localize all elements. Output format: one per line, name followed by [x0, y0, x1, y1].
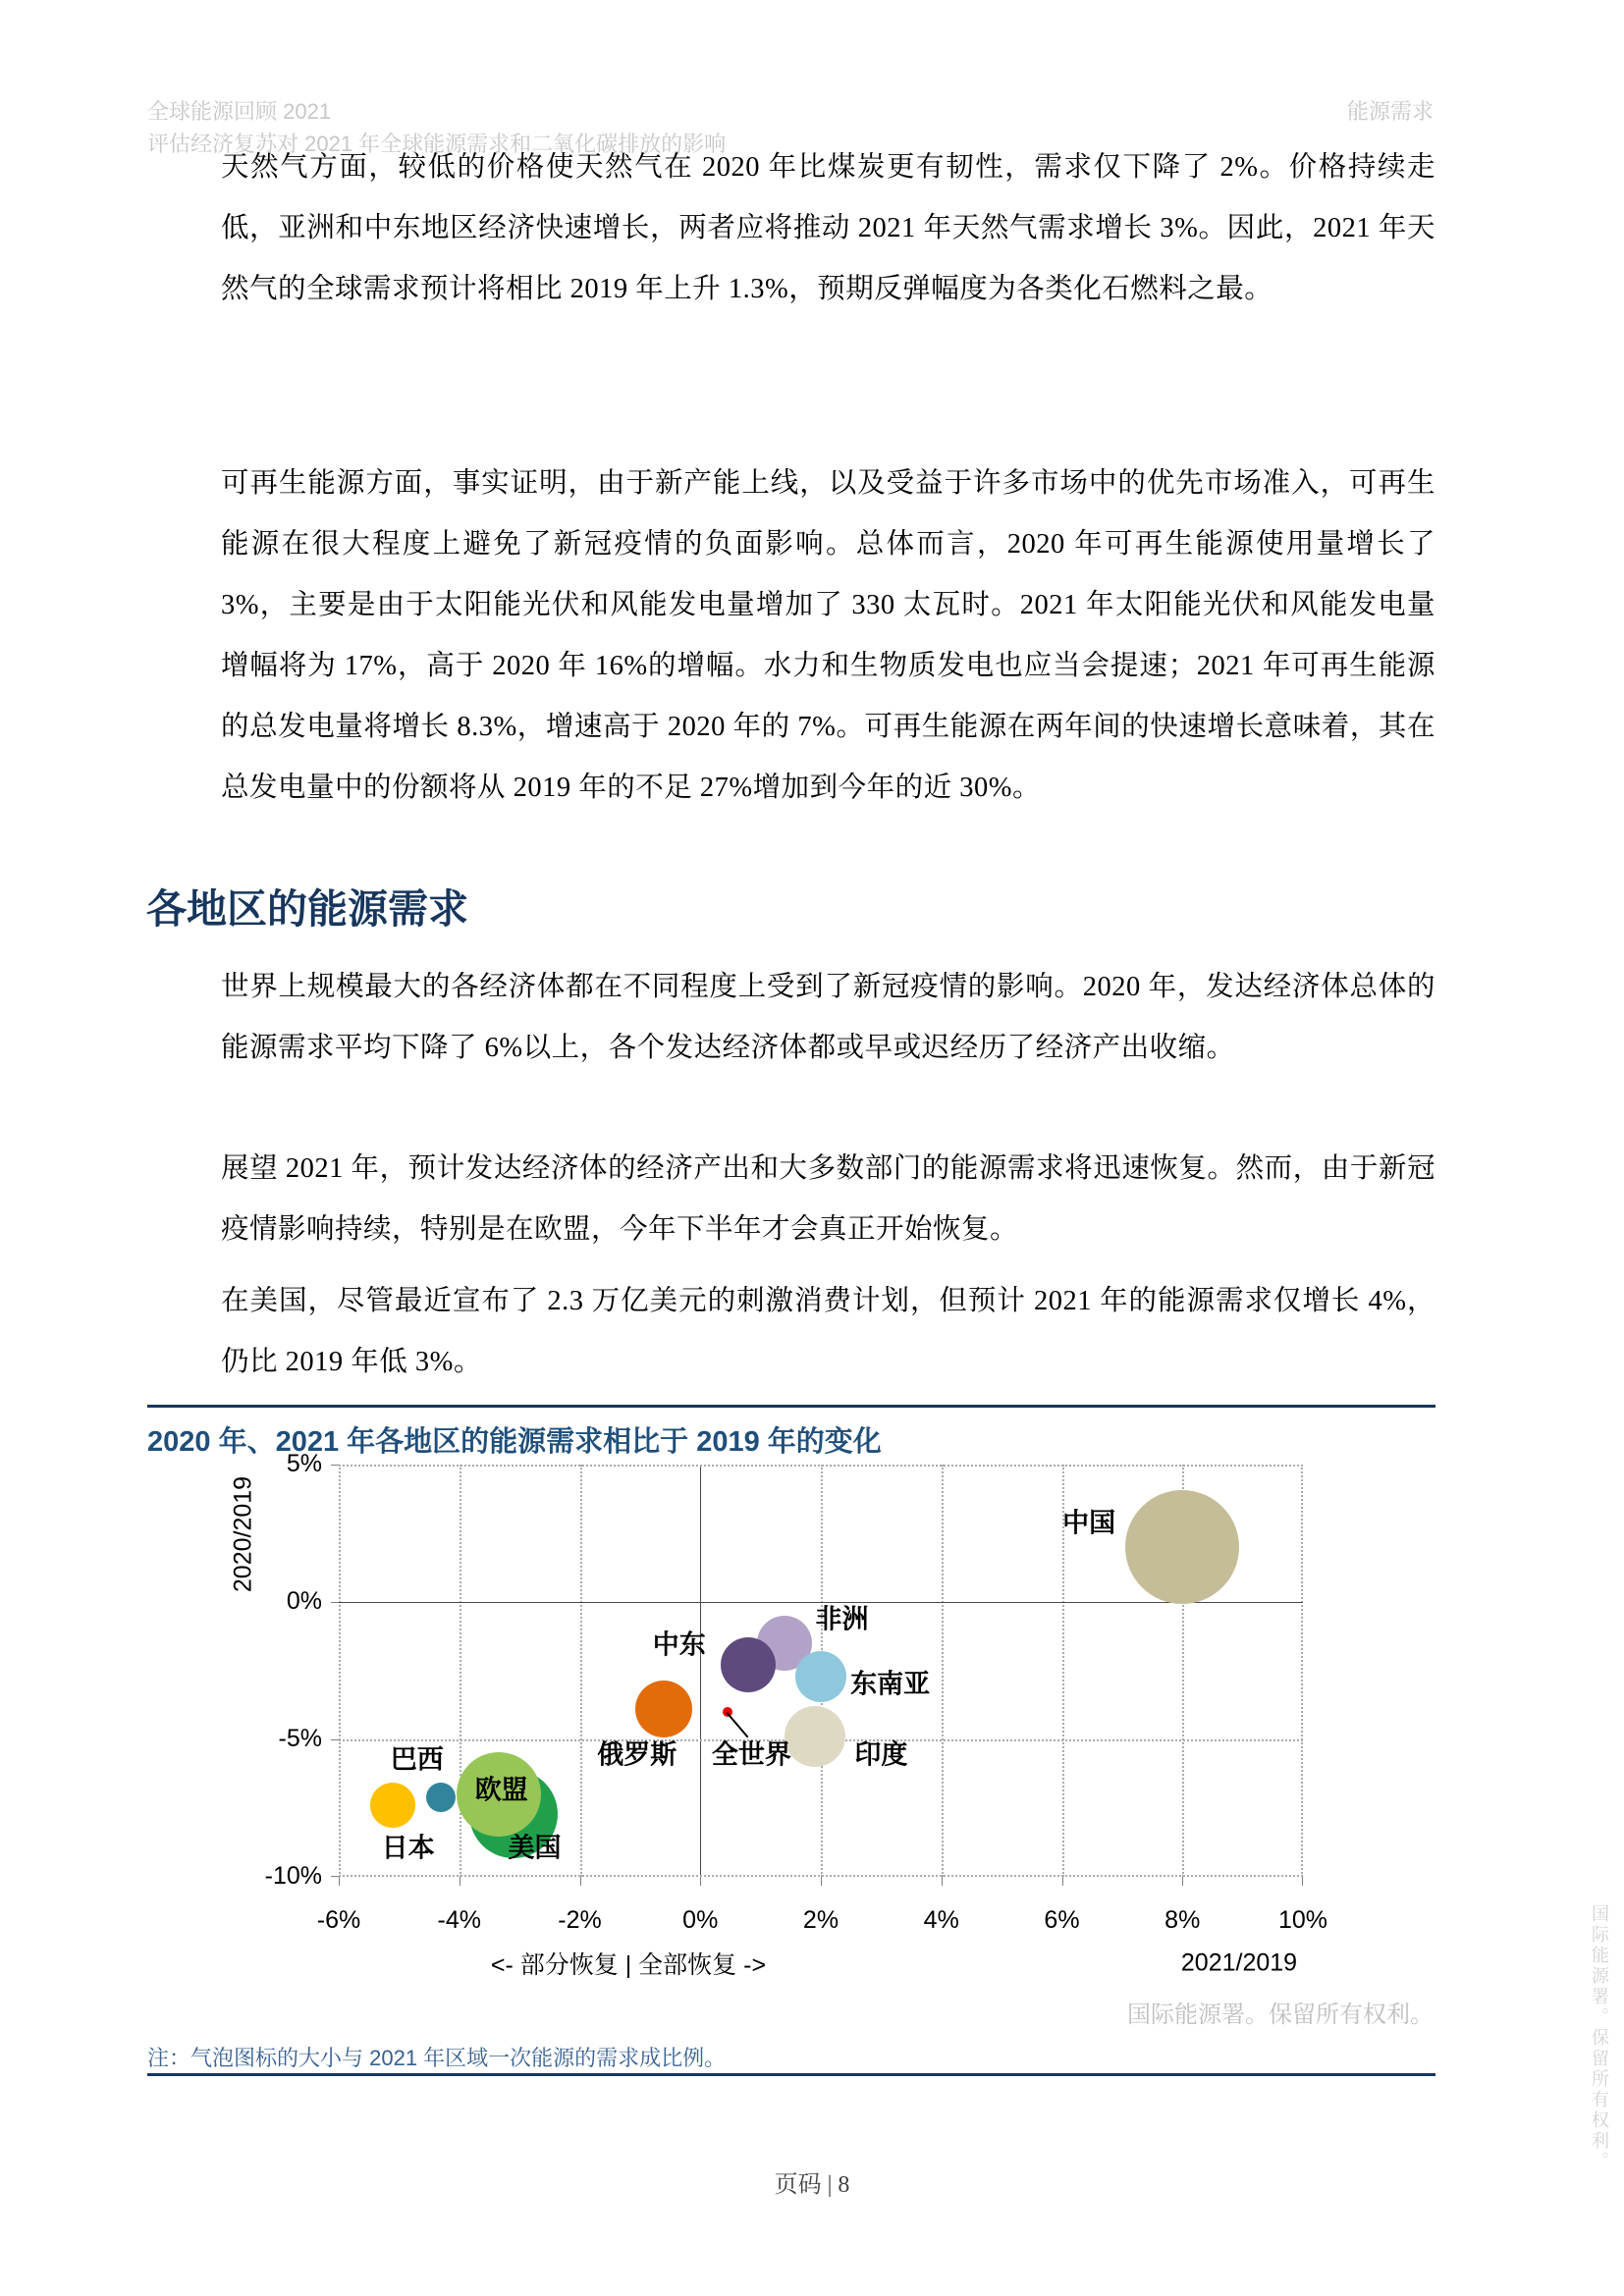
- x-tick-label: -4%: [437, 1906, 481, 1934]
- footer-page-number: 页码 | 8: [774, 2172, 850, 2198]
- paragraph-gas: 天然气方面，较低的价格使天然气在 2020 年比煤炭更有韧性，需求仅下降了 2%。价格持续走低，亚洲和中东地区经济快速增长，两者应将推动 2021 年天然气需求增长 3%。因此，2021 年天然气的全球需求预计将相比 2019 年上升 1.3%，预期反弹幅度为各类化石燃料之最。: [221, 152, 1435, 304]
- bubble-brazil: [426, 1783, 456, 1812]
- y-tick-mark: [331, 1602, 339, 1603]
- source-attribution: 国际能源署。保留所有权利。: [1127, 2002, 1434, 2028]
- header-right: 能源需求: [1346, 99, 1434, 124]
- chart-title: 2020 年、2021 年各地区的能源需求相比于 2019 年的变化: [147, 1426, 882, 1458]
- y-tick-mark: [331, 1876, 339, 1877]
- x-tick-mark: [580, 1877, 581, 1886]
- bubble-label-eu: 欧盟: [474, 1775, 528, 1805]
- x-axis-title: 2021/2019: [1180, 1949, 1298, 1977]
- x-tick-label: 0%: [682, 1906, 719, 1934]
- horizontal-gridline: [339, 1465, 1303, 1467]
- y-tick-label: 5%: [286, 1450, 322, 1477]
- x-tick-label: -6%: [316, 1906, 361, 1934]
- paragraph-usa: 在美国，尽管最近宣布了 2.3 万亿美元的刺激消费计划，但预计 2021 年的能源需求仅增长 4%，仍比 2019 年低 3%。: [221, 1286, 1435, 1377]
- vertical-gridline: [580, 1465, 582, 1877]
- bubble-russia: [635, 1681, 692, 1737]
- bubble-india: [785, 1706, 845, 1767]
- bubble-label-brazil: 巴西: [390, 1744, 444, 1775]
- x-tick-label: 6%: [1044, 1906, 1080, 1934]
- bubble-southeast-asia: [795, 1651, 846, 1702]
- vertical-gridline: [339, 1465, 341, 1877]
- x-axis-note: <- 部分恢复 | 全部恢复 ->: [490, 1951, 767, 1979]
- x-tick-label: 2%: [802, 1906, 839, 1934]
- bubble-china: [1125, 1490, 1239, 1604]
- section-heading: 各地区的能源需求: [146, 886, 468, 932]
- bubble-label-us: 美国: [508, 1833, 562, 1863]
- vertical-gridline: [460, 1465, 461, 1877]
- bubble-label-japan: 日本: [381, 1833, 435, 1863]
- paragraph-outlook: 展望 2021 年，预计发达经济体的经济产出和大多数部门的能源需求将迅速恢复。然而，由于新冠疫情影响持续，特别是在欧盟，今年下半年才会真正开始恢复。: [221, 1153, 1435, 1245]
- x-tick-label: 8%: [1164, 1906, 1201, 1934]
- bubble-label-world: 全世界: [711, 1739, 791, 1770]
- x-tick-mark: [821, 1877, 822, 1886]
- x-tick-label: 4%: [923, 1906, 959, 1934]
- bubble-label-southeast-asia: 东南亚: [850, 1669, 931, 1699]
- x-tick-mark: [1062, 1877, 1063, 1886]
- x-tick-mark: [700, 1877, 701, 1886]
- paragraph-economies: 世界上规模最大的各经济体都在不同程度上受到了新冠疫情的影响。2020 年，发达经济体总体的能源需求平均下降了 6%以上，各个发达经济体都或早或迟经历了经济产出收缩。: [221, 972, 1435, 1063]
- side-watermark: 国际能源署。保留所有权利。: [1590, 1904, 1609, 2172]
- y-tick-mark: [331, 1465, 339, 1466]
- vertical-gridline: [1301, 1465, 1303, 1877]
- header-left: 全球能源回顾 2021: [147, 99, 332, 124]
- bubble-label-africa: 非洲: [815, 1604, 869, 1634]
- x-zero-axis-line: [700, 1465, 701, 1877]
- y-tick-label: -10%: [264, 1862, 322, 1890]
- y-tick-mark: [331, 1739, 339, 1740]
- x-tick-label: -2%: [558, 1906, 602, 1934]
- chart-top-rule: [147, 1405, 1435, 1408]
- bubble-label-india: 印度: [854, 1739, 908, 1770]
- chart-note: 注：气泡图标的大小与 2021 年区域一次能源的需求成比例。: [147, 2046, 727, 2070]
- x-tick-mark: [942, 1877, 943, 1886]
- y-tick-label: 0%: [286, 1587, 322, 1615]
- bubble-japan: [370, 1783, 415, 1828]
- paragraph-renewables: 可再生能源方面，事实证明，由于新产能上线，以及受益于许多市场中的优先市场准入，可再生能源在很大程度上避免了新冠疫情的负面影响。总体而言，2020 年可再生能源使用量增长了 3%，主要是由于太阳能光伏和风能发电量增加了 330 太瓦时。2021 年太阳能光伏和风能发电量增幅将为 17%，高于 2020 年 16%的增幅。水力和生物质发电也应当会提速；2021 年可再生能源的总发电量将增长 8.3%，增速高于 2020 年的 7%。可再生能源在两年间的快速增长意味着，其在总发电量中的份额将从 2019 年的不足 27%增加到今年的近 30%。: [221, 468, 1435, 803]
- y-tick-label: -5%: [278, 1725, 322, 1752]
- bubble-label-middle-east: 中东: [652, 1629, 706, 1660]
- y-axis-title: 2020/2019: [229, 1475, 257, 1593]
- header-subtitle: 评估经济复苏对 2021 年全球能源需求和二氧化碳排放的影响: [147, 132, 727, 156]
- bubble-label-russia: 俄罗斯: [597, 1739, 677, 1770]
- x-tick-mark: [1302, 1877, 1303, 1886]
- bubble-label-china: 中国: [1062, 1508, 1116, 1538]
- bubble-middle-east: [721, 1637, 776, 1692]
- x-tick-label: 10%: [1277, 1906, 1328, 1934]
- chart-bottom-rule: [147, 2073, 1435, 2076]
- vertical-gridline: [942, 1465, 944, 1877]
- plot-area: [339, 1465, 1303, 1877]
- x-tick-mark: [1182, 1877, 1183, 1886]
- x-tick-mark: [339, 1877, 340, 1886]
